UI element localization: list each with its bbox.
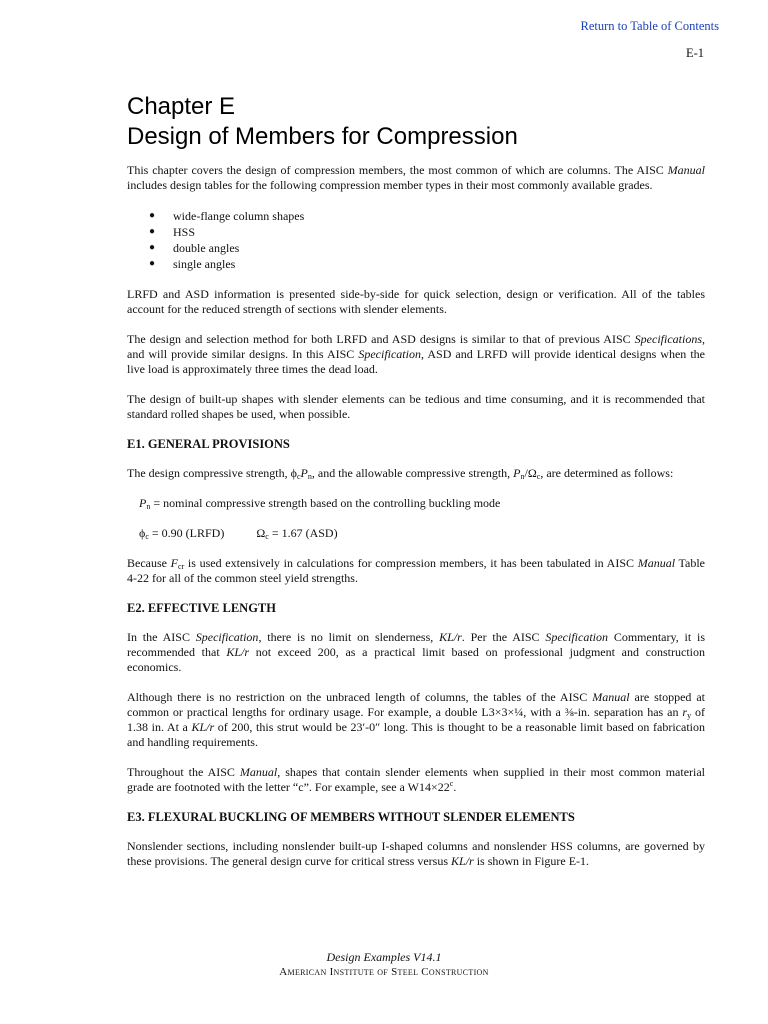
list-item: ● HSS — [149, 225, 196, 239]
bullet-icon: ● — [149, 242, 156, 253]
section-heading-e2: E2. EFFECTIVE LENGTH — [127, 601, 276, 615]
list-item: ● wide-flange column shapes — [149, 209, 305, 223]
return-to-toc-link[interactable]: Return to Table of Contents — [580, 19, 719, 33]
e2-paragraph-2: Although there is no restriction on the unbraced length of columns, the tables of the AISC Manual are stopped at common or practical lengths for ordinary usage. For example, a double L3×3×¼, with a ⅜-in. separation has an $r_y$ of 1.38 in. At a KL/r of 200, this strut would be 23′-0″ long. This is thought to be a reasonable limit based on fabrication and handling requirements. — [127, 690, 706, 749]
e2-paragraph-1: In the AISC Specification, there is no limit on slenderness, KL/r. Per the AISC Specification Commentary, it is recommended that KL/r not exceed 200, as a practical limit based on professional judgment and construction economics. — [127, 630, 705, 674]
intro-paragraph-2: LRFD and ASD information is presented side-by-side for quick selection, design or verification. All of the tables account for the reduced strength of sections with slender elements. — [127, 287, 705, 316]
pn-definition: $P_n$ = nominal compressive strength based on the controlling buckling mode — [139, 496, 501, 511]
page-number: E-1 — [685, 46, 704, 60]
intro-paragraph-4: The design of built-up shapes with slender elements can be tedious and time consuming, and it is recommended that standard rolled shapes be used, when possible. — [127, 392, 705, 421]
intro-paragraph-3: The design and selection method for both LRFD and ASD designs is similar to that of previous AISC Specifications, and will provide similar designs. In this AISC Specification, ASD and LRFD will provide identical designs when the live load is approximately three times the dead load. — [127, 332, 705, 376]
section-heading-e3: E3. FLEXURAL BUCKLING OF MEMBERS WITHOUT SLENDER ELEMENTS — [127, 810, 575, 824]
page-footer — [0, 950, 768, 979]
chapter-title — [127, 92, 705, 152]
member-type-list — [127, 208, 705, 272]
list-item: ● single angles — [149, 257, 236, 271]
e1-paragraph-1: The design compressive strength, $\phi_cP_n$, and the allowable compressive strength, $P_n/\Omega_c$, are determined as follows: — [127, 466, 674, 481]
page-content — [127, 92, 705, 884]
bullet-icon: ● — [149, 226, 156, 237]
bullet-icon: ● — [149, 258, 156, 269]
bullet-icon: ● — [149, 210, 156, 221]
e3-paragraph-1: Nonslender sections, including nonslender built-up I-shaped columns and nonslender HSS columns, are governed by these provisions. The general design curve for critical stress versus KL/r is shown in Figure E-1. — [127, 839, 705, 868]
chapter-title-line1: Chapter E — [127, 93, 236, 120]
chapter-title-line2: Design of Members for Compression — [127, 123, 518, 150]
e1-paragraph-2: Because $F_{cr}$ is used extensively in calculations for compression members, it has been tabulated in AISC Manual Table 4-22 for all of the common steel yield strengths. — [127, 556, 705, 585]
footer-publisher: American Institute of Steel Construction — [279, 966, 489, 978]
e2-paragraph-3: Throughout the AISC Manual, shapes that contain slender elements when supplied in their most common material grade are footnoted with the letter “c”. For example, see a $W14\times 22^c$. — [127, 765, 706, 794]
list-item: ● double angles — [149, 241, 240, 255]
footer-title: Design Examples V14.1 — [326, 950, 442, 964]
section-heading-e1: E1. GENERAL PROVISIONS — [127, 437, 290, 451]
intro-paragraph-1: This chapter covers the design of compression members, the most common of which are columns. The AISC Manual includes design tables for the following compression member types in their most commonly available grades. — [127, 163, 705, 192]
resistance-factors: $\phi_c = 0.90$ (LRFD) $\Omega_c = 1.67$ (ASD) — [139, 526, 338, 541]
